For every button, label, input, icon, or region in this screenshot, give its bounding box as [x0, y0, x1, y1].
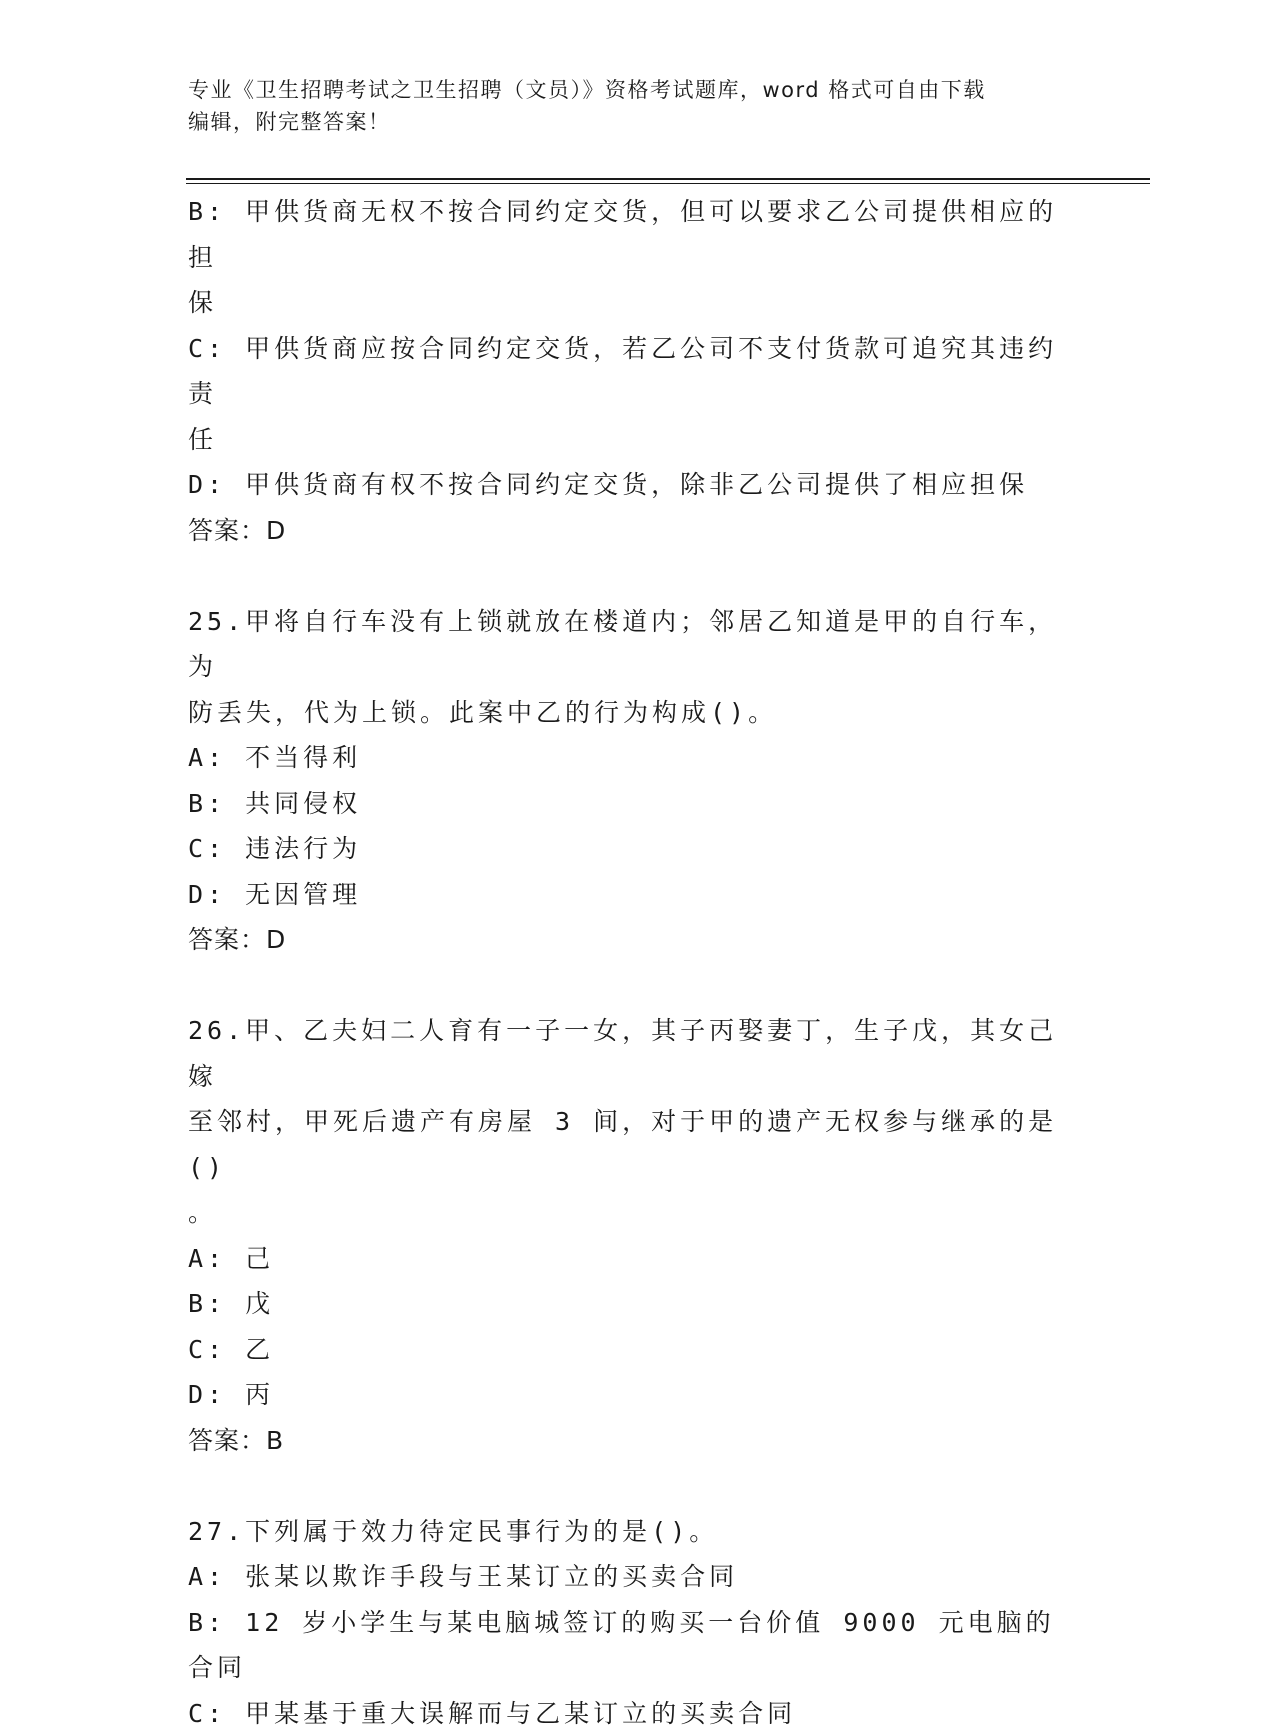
option-b: B: 12 岁小学生与某电脑城签订的购买一台价值 9000 元电脑的合同	[188, 1600, 1068, 1691]
option-c-line-1: C: 甲供货商应按合同约定交货，若乙公司不支付货款可追究其违约责	[188, 326, 1068, 417]
option-d: D: 丙	[188, 1372, 1068, 1418]
question-stem-line-1: 25.甲将自行车没有上锁就放在楼道内；邻居乙知道是甲的自行车，为	[188, 599, 1068, 690]
document-header	[188, 74, 1068, 138]
question-stem-line-1: 27.下列属于效力待定民事行为的是()。	[188, 1509, 1068, 1555]
spacer	[188, 963, 1068, 1009]
option-c: C: 甲某基于重大误解而与乙某订立的买卖合同	[188, 1691, 1068, 1736]
spacer	[188, 1463, 1068, 1509]
option-b-line-1: B: 甲供货商无权不按合同约定交货，但可以要求乙公司提供相应的担	[188, 189, 1068, 280]
question-stem-line-2: 至邻村，甲死后遗产有房屋 3 间，对于甲的遗产无权参与继承的是()	[188, 1099, 1068, 1190]
option-a: A: 己	[188, 1236, 1068, 1282]
header-rule-thick	[186, 178, 1150, 180]
question-25	[188, 599, 1068, 963]
question-24-continued	[188, 189, 1068, 553]
question-stem-line-1: 26.甲、乙夫妇二人育有一子一女，其子丙娶妻丁，生子戊，其女己嫁	[188, 1008, 1068, 1099]
option-d: D: 无因管理	[188, 872, 1068, 918]
header-rule-thin	[186, 183, 1150, 184]
question-stem-line-3: 。	[188, 1190, 1068, 1236]
answer: 答案：B	[188, 1418, 1068, 1464]
answer: 答案：D	[188, 508, 1068, 554]
option-c: C: 违法行为	[188, 826, 1068, 872]
option-d: D: 甲供货商有权不按合同约定交货，除非乙公司提供了相应担保	[188, 462, 1068, 508]
header-line-1: 专业《卫生招聘考试之卫生招聘（文员）》资格考试题库，word 格式可自由下载	[188, 74, 1068, 106]
question-27	[188, 1509, 1068, 1736]
question-26	[188, 1008, 1068, 1463]
answer: 答案：D	[188, 917, 1068, 963]
option-a: A: 不当得利	[188, 735, 1068, 781]
option-b: B: 戊	[188, 1281, 1068, 1327]
header-line-2: 编辑，附完整答案！	[188, 106, 1068, 138]
option-a: A: 张某以欺诈手段与王某订立的买卖合同	[188, 1554, 1068, 1600]
option-b-line-2: 保	[188, 280, 1068, 326]
option-b: B: 共同侵权	[188, 781, 1068, 827]
question-stem-line-2: 防丢失，代为上锁。此案中乙的行为构成()。	[188, 690, 1068, 736]
option-c-line-2: 任	[188, 417, 1068, 463]
spacer	[188, 553, 1068, 599]
option-c: C: 乙	[188, 1327, 1068, 1373]
document-body	[188, 189, 1068, 1736]
